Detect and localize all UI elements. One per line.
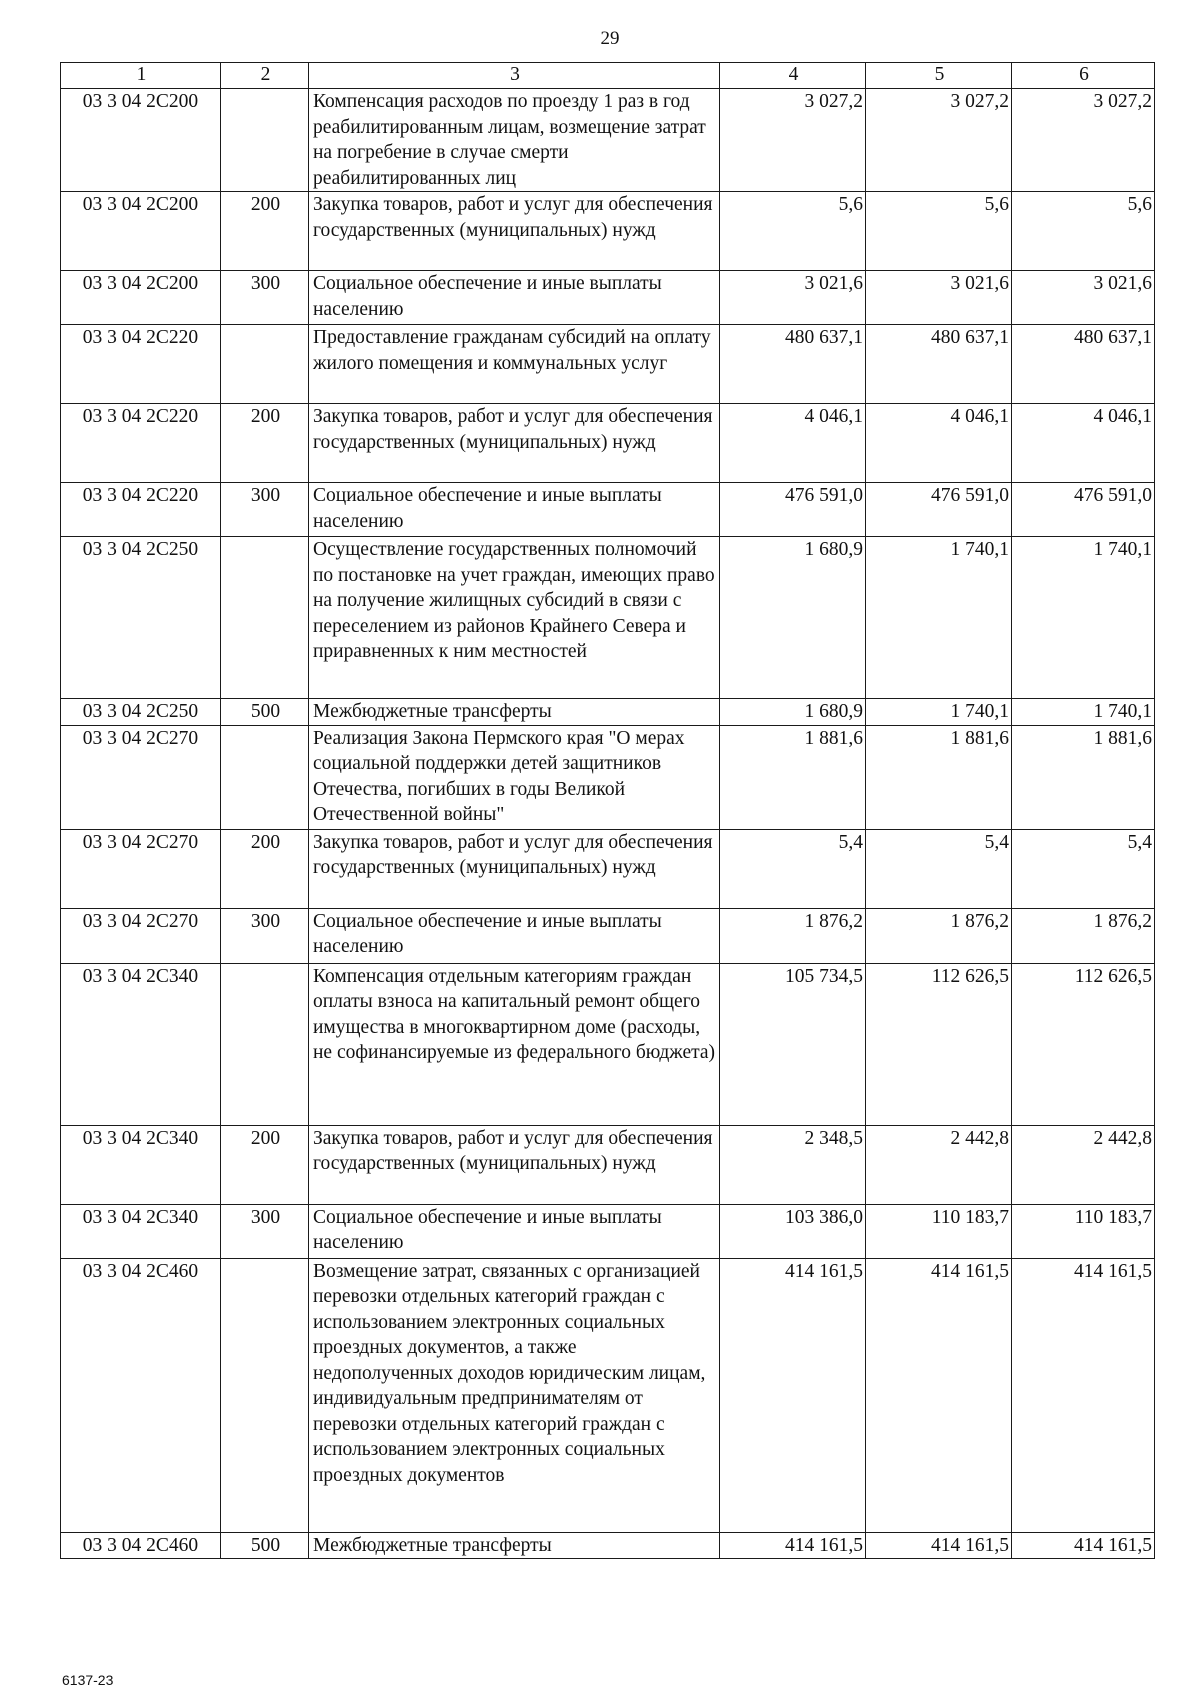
budget-table (60, 62, 1155, 1559)
row-name-cell: Компенсация отдельным категориям граждан оплаты взноса на капитальный ремонт общего имущества в многоквартирном доме (расходы, не софинансируемые из федерального бюджета) (309, 963, 720, 1125)
row-amount-col4-cell: 103 386,0 (720, 1204, 866, 1258)
row-amount-col5-cell: 5,6 (866, 192, 1012, 271)
row-amount-col4-cell: 1 680,9 (720, 699, 866, 726)
row-name-cell: Реализация Закона Пермского края "О мерах социальной поддержки детей защитников Отечества, погибших в годы Великой Отечественной войны" (309, 725, 720, 829)
row-amount-col5-cell: 414 161,5 (866, 1532, 1012, 1559)
row-expense-type-cell: 300 (221, 271, 309, 325)
row-name-cell: Осуществление государственных полномочий по постановке на учет граждан, имеющих право на получение жилищных субсидий в связи с переселением из районов Крайнего Севера и приравненных к ним местностей (309, 537, 720, 699)
table-row (61, 404, 1155, 483)
row-expense-type-cell: 500 (221, 699, 309, 726)
row-code-cell: 03 3 04 2С220 (61, 404, 221, 483)
row-expense-type-cell: 300 (221, 908, 309, 963)
row-amount-col6-cell: 1 740,1 (1012, 537, 1155, 699)
row-name-cell: Предоставление гражданам субсидий на оплату жилого помещения и коммунальных услуг (309, 325, 720, 404)
row-expense-type-cell (221, 89, 309, 192)
row-amount-col4-cell: 2 348,5 (720, 1125, 866, 1204)
row-name-cell: Социальное обеспечение и иные выплаты населению (309, 483, 720, 537)
row-amount-col6-cell: 112 626,5 (1012, 963, 1155, 1125)
column-header-5: 5 (866, 63, 1012, 89)
column-header-6: 6 (1012, 63, 1155, 89)
row-amount-col4-cell: 3 027,2 (720, 89, 866, 192)
row-amount-col4-cell: 4 046,1 (720, 404, 866, 483)
row-amount-col5-cell: 112 626,5 (866, 963, 1012, 1125)
row-code-cell: 03 3 04 2С200 (61, 89, 221, 192)
table-row (61, 1532, 1155, 1559)
table-row (61, 192, 1155, 271)
table-row (61, 325, 1155, 404)
table-row (61, 699, 1155, 726)
row-amount-col6-cell: 110 183,7 (1012, 1204, 1155, 1258)
row-amount-col4-cell: 480 637,1 (720, 325, 866, 404)
table-row (61, 537, 1155, 699)
row-amount-col5-cell: 476 591,0 (866, 483, 1012, 537)
row-expense-type-cell: 200 (221, 1125, 309, 1204)
row-code-cell: 03 3 04 2С250 (61, 537, 221, 699)
table-row (61, 908, 1155, 963)
row-amount-col6-cell: 1 881,6 (1012, 725, 1155, 829)
row-expense-type-cell: 200 (221, 192, 309, 271)
row-name-cell: Межбюджетные трансферты (309, 699, 720, 726)
row-code-cell: 03 3 04 2С270 (61, 725, 221, 829)
row-amount-col4-cell: 1 876,2 (720, 908, 866, 963)
table-row (61, 483, 1155, 537)
row-amount-col4-cell: 1 881,6 (720, 725, 866, 829)
table-row (61, 271, 1155, 325)
row-expense-type-cell (221, 725, 309, 829)
row-expense-type-cell (221, 537, 309, 699)
row-name-cell: Социальное обеспечение и иные выплаты населению (309, 271, 720, 325)
row-amount-col4-cell: 3 021,6 (720, 271, 866, 325)
row-amount-col5-cell: 4 046,1 (866, 404, 1012, 483)
row-amount-col4-cell: 476 591,0 (720, 483, 866, 537)
row-code-cell: 03 3 04 2С200 (61, 192, 221, 271)
row-amount-col4-cell: 414 161,5 (720, 1258, 866, 1532)
table-row (61, 1258, 1155, 1532)
table-body (61, 89, 1155, 1559)
row-code-cell: 03 3 04 2С340 (61, 963, 221, 1125)
row-expense-type-cell: 300 (221, 483, 309, 537)
row-code-cell: 03 3 04 2С270 (61, 829, 221, 908)
row-amount-col4-cell: 105 734,5 (720, 963, 866, 1125)
row-expense-type-cell (221, 1258, 309, 1532)
row-code-cell: 03 3 04 2С250 (61, 699, 221, 726)
row-expense-type-cell (221, 963, 309, 1125)
row-expense-type-cell: 200 (221, 404, 309, 483)
row-amount-col6-cell: 4 046,1 (1012, 404, 1155, 483)
row-amount-col6-cell: 1 740,1 (1012, 699, 1155, 726)
row-amount-col5-cell: 480 637,1 (866, 325, 1012, 404)
table-header-row (61, 63, 1155, 89)
table-row (61, 829, 1155, 908)
row-expense-type-cell: 500 (221, 1532, 309, 1559)
row-code-cell: 03 3 04 2С340 (61, 1204, 221, 1258)
row-name-cell: Межбюджетные трансферты (309, 1532, 720, 1559)
table-row (61, 1204, 1155, 1258)
row-code-cell: 03 3 04 2С340 (61, 1125, 221, 1204)
row-name-cell: Компенсация расходов по проезду 1 раз в год реабилитированным лицам, возмещение затрат на погребение в случае смерти реабилитированных лиц (309, 89, 720, 192)
row-amount-col6-cell: 414 161,5 (1012, 1532, 1155, 1559)
page-number: 29 (600, 28, 620, 49)
column-header-4: 4 (720, 63, 866, 89)
row-amount-col6-cell: 476 591,0 (1012, 483, 1155, 537)
row-amount-col5-cell: 1 740,1 (866, 537, 1012, 699)
row-name-cell: Закупка товаров, работ и услуг для обеспечения государственных (муниципальных) нужд (309, 1125, 720, 1204)
row-expense-type-cell: 200 (221, 829, 309, 908)
row-code-cell: 03 3 04 2С460 (61, 1258, 221, 1532)
table-row (61, 89, 1155, 192)
row-name-cell: Закупка товаров, работ и услуг для обеспечения государственных (муниципальных) нужд (309, 192, 720, 271)
row-amount-col5-cell: 1 876,2 (866, 908, 1012, 963)
row-amount-col5-cell: 5,4 (866, 829, 1012, 908)
row-code-cell: 03 3 04 2С270 (61, 908, 221, 963)
row-amount-col6-cell: 480 637,1 (1012, 325, 1155, 404)
row-code-cell: 03 3 04 2С220 (61, 325, 221, 404)
row-amount-col5-cell: 2 442,8 (866, 1125, 1012, 1204)
row-amount-col5-cell: 3 021,6 (866, 271, 1012, 325)
row-expense-type-cell (221, 325, 309, 404)
column-header-2: 2 (221, 63, 309, 89)
row-amount-col6-cell: 2 442,8 (1012, 1125, 1155, 1204)
row-name-cell: Социальное обеспечение и иные выплаты населению (309, 1204, 720, 1258)
table-row (61, 963, 1155, 1125)
row-amount-col5-cell: 1 881,6 (866, 725, 1012, 829)
row-code-cell: 03 3 04 2С200 (61, 271, 221, 325)
row-amount-col6-cell: 3 027,2 (1012, 89, 1155, 192)
column-header-3: 3 (309, 63, 720, 89)
row-expense-type-cell: 300 (221, 1204, 309, 1258)
row-amount-col4-cell: 5,6 (720, 192, 866, 271)
row-amount-col5-cell: 1 740,1 (866, 699, 1012, 726)
row-amount-col5-cell: 110 183,7 (866, 1204, 1012, 1258)
row-amount-col4-cell: 414 161,5 (720, 1532, 866, 1559)
row-amount-col6-cell: 1 876,2 (1012, 908, 1155, 963)
column-header-1: 1 (61, 63, 221, 89)
row-code-cell: 03 3 04 2С460 (61, 1532, 221, 1559)
document-footer-code: 6137-23 (62, 1672, 114, 1688)
row-amount-col5-cell: 414 161,5 (866, 1258, 1012, 1532)
row-amount-col6-cell: 3 021,6 (1012, 271, 1155, 325)
row-amount-col4-cell: 1 680,9 (720, 537, 866, 699)
row-amount-col6-cell: 5,6 (1012, 192, 1155, 271)
row-name-cell: Социальное обеспечение и иные выплаты населению (309, 908, 720, 963)
row-amount-col6-cell: 5,4 (1012, 829, 1155, 908)
row-name-cell: Закупка товаров, работ и услуг для обеспечения государственных (муниципальных) нужд (309, 829, 720, 908)
row-amount-col4-cell: 5,4 (720, 829, 866, 908)
table-row (61, 725, 1155, 829)
row-name-cell: Возмещение затрат, связанных с организацией перевозки отдельных категорий граждан с использованием электронных социальных проездных документов, а также недополученных доходов юридическим лицам, индивидуальным предпринимателям от перевозки отдельных категорий граждан с использованием электронных социальных проездных документов (309, 1258, 720, 1532)
table-row (61, 1125, 1155, 1204)
row-amount-col5-cell: 3 027,2 (866, 89, 1012, 192)
row-name-cell: Закупка товаров, работ и услуг для обеспечения государственных (муниципальных) нужд (309, 404, 720, 483)
row-code-cell: 03 3 04 2С220 (61, 483, 221, 537)
row-amount-col6-cell: 414 161,5 (1012, 1258, 1155, 1532)
